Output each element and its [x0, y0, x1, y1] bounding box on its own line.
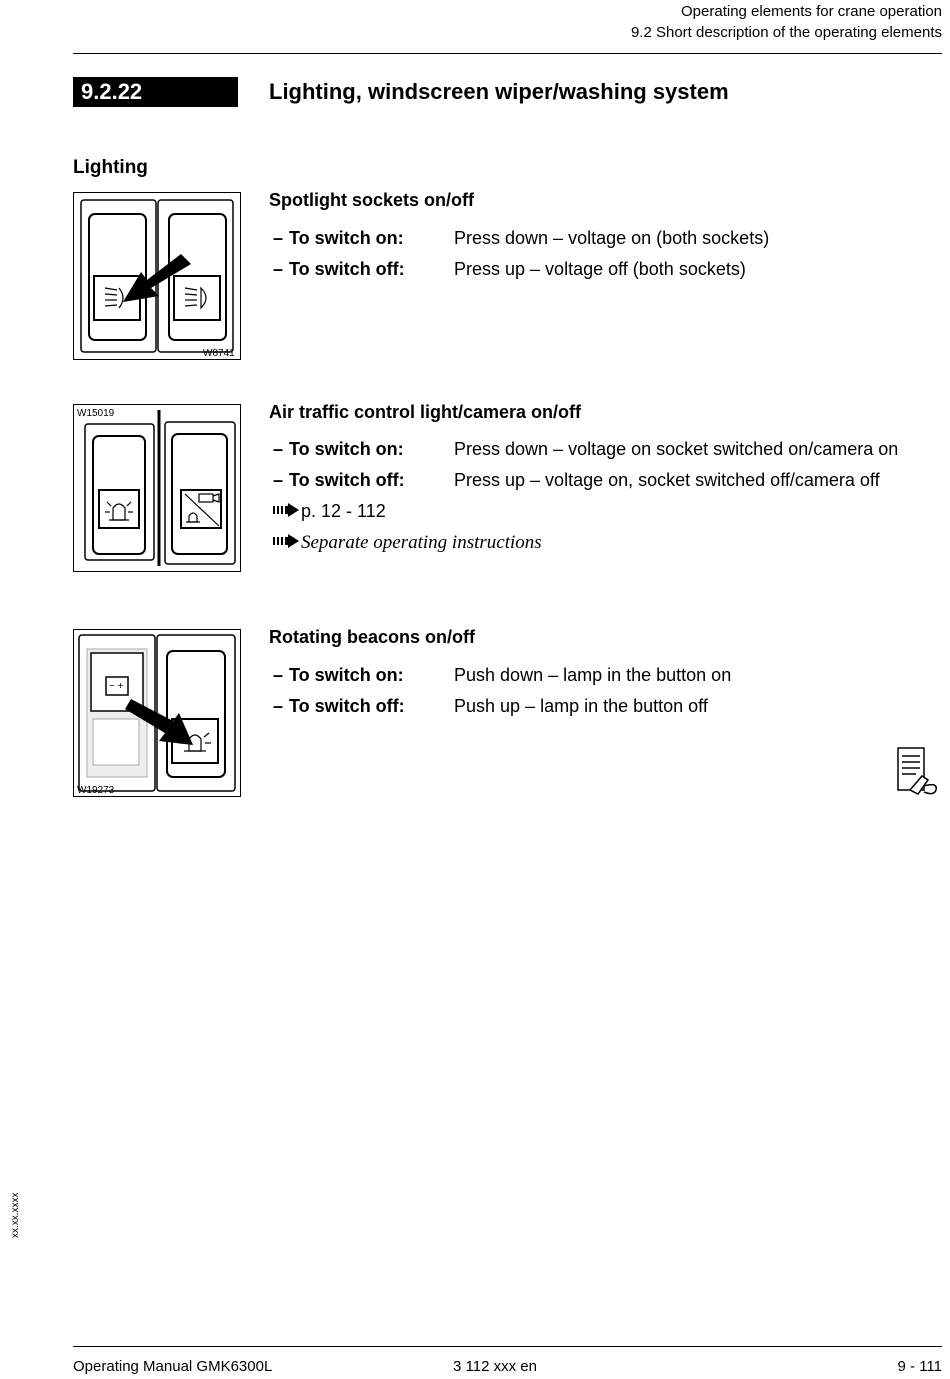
row-switch-off: – To switch off: Push up – lamp in the button off: [273, 696, 708, 716]
figure-code-w8741: W8741: [203, 348, 235, 359]
bullet-dash: –: [273, 470, 284, 490]
block-title-rotating-beacons: Rotating beacons on/off: [269, 627, 475, 647]
block-title-air-traffic: Air traffic control light/camera on/off: [269, 402, 582, 422]
row-switch-on: – To switch on: Push down – lamp in the button on: [273, 665, 732, 685]
section-number: 9.2.22: [73, 77, 238, 107]
figure-code-w15019: W15019: [77, 408, 115, 419]
block-title-spotlight: Spotlight sockets on/off: [269, 190, 474, 210]
footer-manual-title: Operating Manual GMK6300L: [73, 1358, 273, 1375]
header-rule: [73, 53, 942, 54]
bullet-dash: –: [273, 665, 284, 685]
cross-reference-instructions[interactable]: Separate operating instructions: [273, 531, 542, 554]
figure-rotating-beacon-switches: [73, 629, 241, 797]
reference-arrow-icon: [273, 500, 301, 522]
footer-page-number: 9 - 111: [897, 1358, 942, 1375]
manual-reference-icon: [894, 746, 942, 801]
footer-document-number: 3 112 xxx en: [453, 1358, 537, 1375]
row-switch-on: – To switch on: Press down – voltage on (both sockets): [273, 228, 770, 248]
row-switch-off: – To switch off: Press up – voltage on, socket switched off/camera off: [273, 470, 880, 490]
bullet-dash: –: [273, 259, 284, 279]
subheading-lighting: Lighting: [73, 157, 148, 178]
figure-code-w19273: W19273: [77, 785, 115, 796]
row-switch-off: – To switch off: Press up – voltage off (both sockets): [273, 259, 746, 279]
reference-arrow-icon: [273, 531, 301, 553]
svg-text:− +: − +: [109, 681, 124, 692]
figure-air-traffic-switches: [73, 404, 241, 572]
bullet-dash: –: [273, 696, 284, 716]
header-section: 9.2 Short description of the operating elements: [630, 24, 942, 41]
row-switch-on: – To switch on: Press down – voltage on socket switched on/camera on: [273, 439, 899, 459]
side-document-code: xx.xx.xxxx: [10, 1192, 21, 1238]
bullet-dash: –: [273, 228, 284, 248]
bullet-dash: –: [273, 439, 284, 459]
section-title: Lighting, windscreen wiper/washing system: [269, 79, 729, 104]
cross-reference-page[interactable]: p. 12 - 112: [273, 500, 386, 522]
footer-rule: [73, 1346, 942, 1347]
header-chapter: Operating elements for crane operation: [681, 3, 942, 20]
figure-spotlight-switches: [73, 192, 241, 360]
